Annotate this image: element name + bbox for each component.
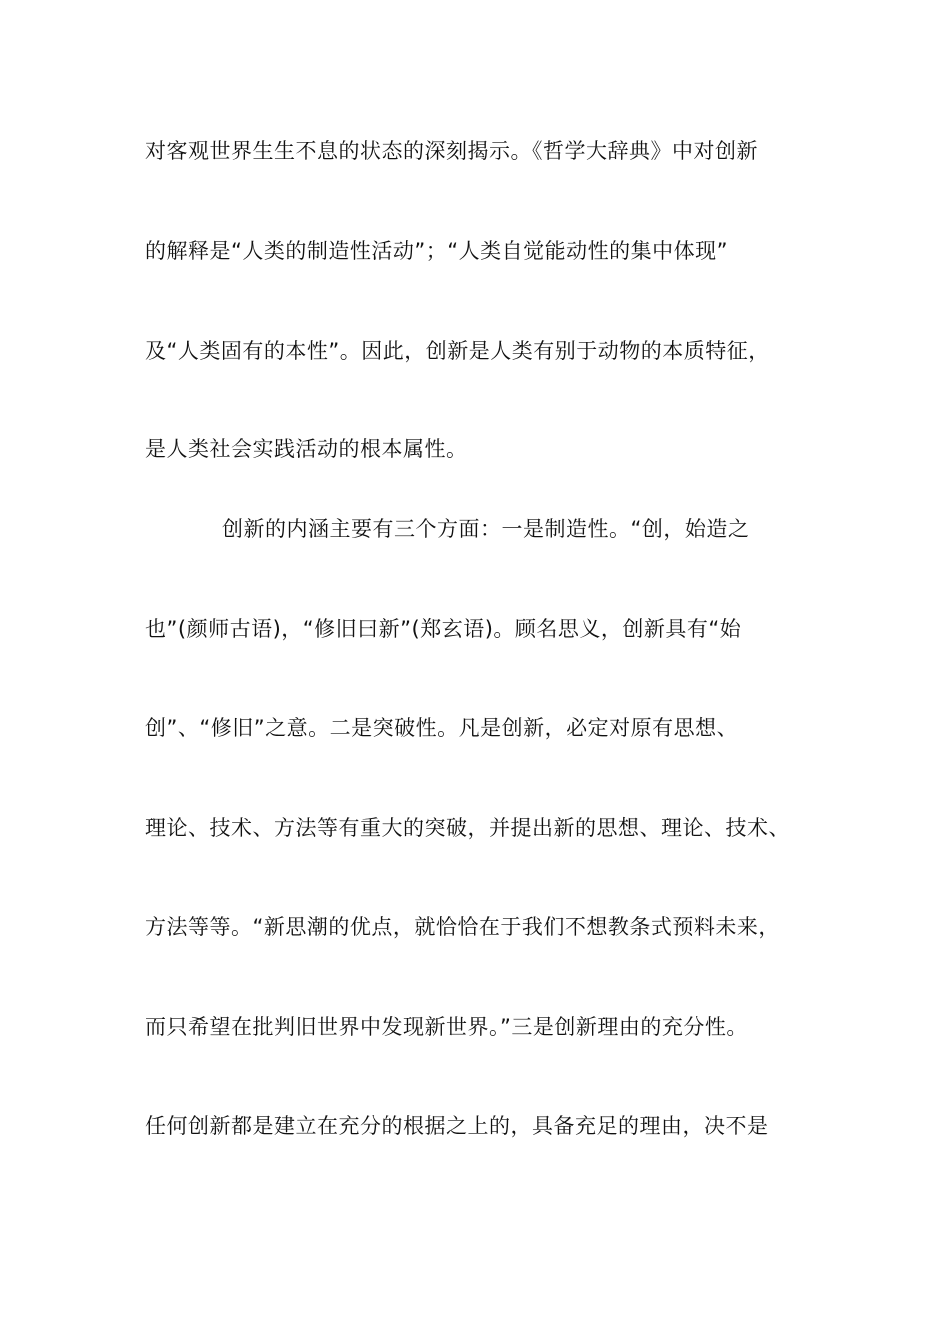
- text-line-4: 是人类社会实践活动的根本属性。: [145, 437, 468, 461]
- text-line-10: 而只希望在批判旧世界中发现新世界。”三是创新理由的充分性。: [145, 1015, 748, 1039]
- text-line-3: 及“人类固有的本性”。因此，创新是人类有别于动物的本质特征，: [145, 339, 770, 363]
- text-line-5-paragraph-start: 创新的内涵主要有三个方面：一是制造性。“创，始造之: [222, 517, 750, 541]
- text-line-9: 方法等等。“新思潮的优点，就恰恰在于我们不想教条式预料未来，: [145, 915, 780, 939]
- text-line-11: 任何创新都是建立在充分的根据之上的，具备充足的理由，决不是: [145, 1114, 769, 1138]
- text-line-8: 理论、技术、方法等有重大的突破，并提出新的思想、理论、技术、: [145, 816, 790, 840]
- text-line-6: 也”(颜师古语)，“修旧曰新”(郑玄语)。顾名思义，创新具有“始: [145, 617, 742, 641]
- text-line-7: 创”、“修旧”之意。二是突破性。凡是创新，必定对原有思想、: [145, 716, 739, 740]
- text-line-1: 对客观世界生生不息的状态的深刻揭示。《哲学大辞典》中对创新: [145, 139, 758, 163]
- text-line-2: 的解释是“人类的制造性活动”；“人类自觉能动性的集中体现”: [145, 239, 729, 263]
